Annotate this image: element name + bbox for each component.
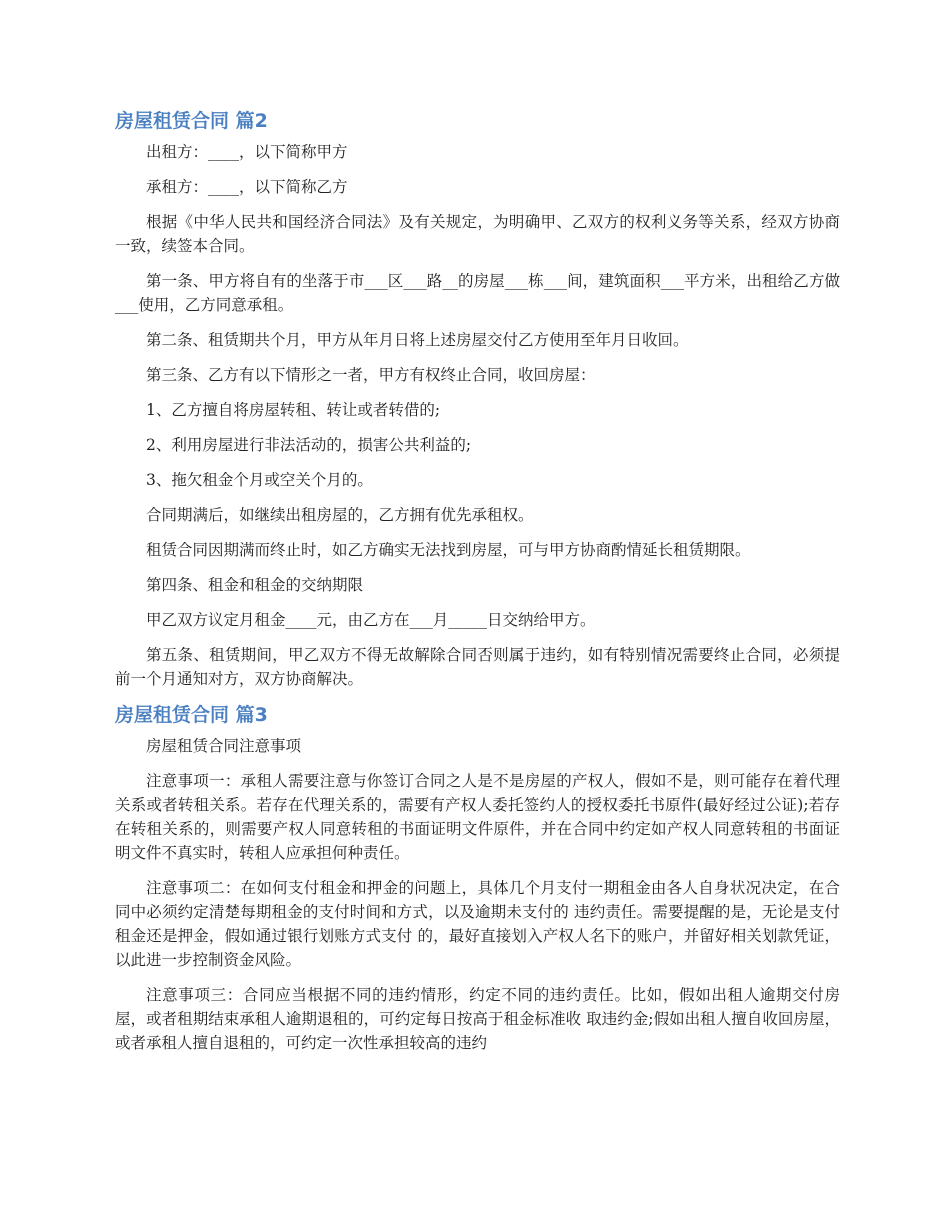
paragraph-lessee: 承租方：____，以下简称乙方	[146, 178, 348, 196]
paragraph-preamble: 根据《中华人民共和国经济合同法》及有关规定，为明确甲、乙双方的权利义务等关系，经双方协商一致，续签本合同。	[115, 213, 840, 255]
section-title: 房屋租赁合同 篇2	[115, 110, 268, 132]
paragraph-lessor: 出租方：____，以下简称甲方	[146, 143, 348, 161]
paragraph-article-5: 第五条、租赁期间，甲乙双方不得无故解除合同否则属于违约，如有特别情况需要终止合同，必须提前一个月通知对方，双方协商解决。	[115, 646, 840, 688]
paragraph-note-3: 注意事项三：合同应当根据不同的违约情形，约定不同的违约责任。比如，假如出租人逾期交付房屋，或者租期结束承租人逾期退租的，可约定每日按高于租金标准收 取违约金;假如出租人擅自收回房屋，或者承租人擅自退租的，可约定一次性承担较高的违约	[115, 986, 840, 1052]
paragraph-note-1: 注意事项一：承租人需要注意与你签订合同之人是不是房屋的产权人，假如不是，则可能存在着代理关系或者转租关系。若存在代理关系的，需要有产权人委托签约人的授权委托书原件(最好经过公证);若存在转租关系的，则需要产权人同意转租的书面证明文件原件，并在合同中约定如产权人同意转租的书面证明文件不真实时，转租人应承担何种责任。	[115, 772, 840, 862]
contract-section-2	[115, 108, 840, 691]
paragraph-article-2: 第二条、租赁期共个月，甲方从年月日将上述房屋交付乙方使用至年月日收回。	[146, 331, 689, 349]
paragraph-notes-heading: 房屋租赁合同注意事项	[146, 737, 302, 755]
section-title: 房屋租赁合同 篇3	[115, 704, 268, 726]
paragraph-renewal: 合同期满后，如继续出租房屋的，乙方拥有优先承租权。	[146, 506, 534, 524]
paragraph-article-4: 第四条、租金和租金的交纳期限	[146, 576, 364, 594]
paragraph-note-2: 注意事项二：在如何支付租金和押金的问题上，具体几个月支付一期租金由各人自身状况决定，在合同中必须约定清楚每期租金的支付时间和方式，以及逾期未支付的 违约责任。需要提醒的是，无论是支付租金还是押金，假如通过银行划账方式支付 的，最好直接划入产权人名下的账户，并留好相关划款凭证，以此进一步控制资金风险。	[115, 879, 840, 969]
paragraph-article-1: 第一条、甲方将自有的坐落于市___区___路__的房屋___栋___间，建筑面积___平方米，出租给乙方做___使用，乙方同意承租。	[115, 272, 840, 314]
paragraph-item-3: 3、拖欠租金个月或空关个月的。	[146, 471, 373, 489]
document-page	[115, 108, 840, 1066]
paragraph-item-2: 2、利用房屋进行非法活动的，损害公共利益的;	[146, 436, 472, 454]
contract-section-3	[115, 702, 840, 1055]
paragraph-article-3: 第三条、乙方有以下情形之一者，甲方有权终止合同，收回房屋：	[146, 366, 596, 384]
paragraph-item-1: 1、乙方擅自将房屋转租、转让或者转借的;	[146, 401, 441, 419]
paragraph-rent-amount: 甲乙双方议定月租金____元，由乙方在___月_____日交纳给甲方。	[146, 611, 596, 629]
paragraph-extension: 租赁合同因期满而终止时，如乙方确实无法找到房屋，可与甲方协商酌情延长租赁期限。	[146, 541, 751, 559]
